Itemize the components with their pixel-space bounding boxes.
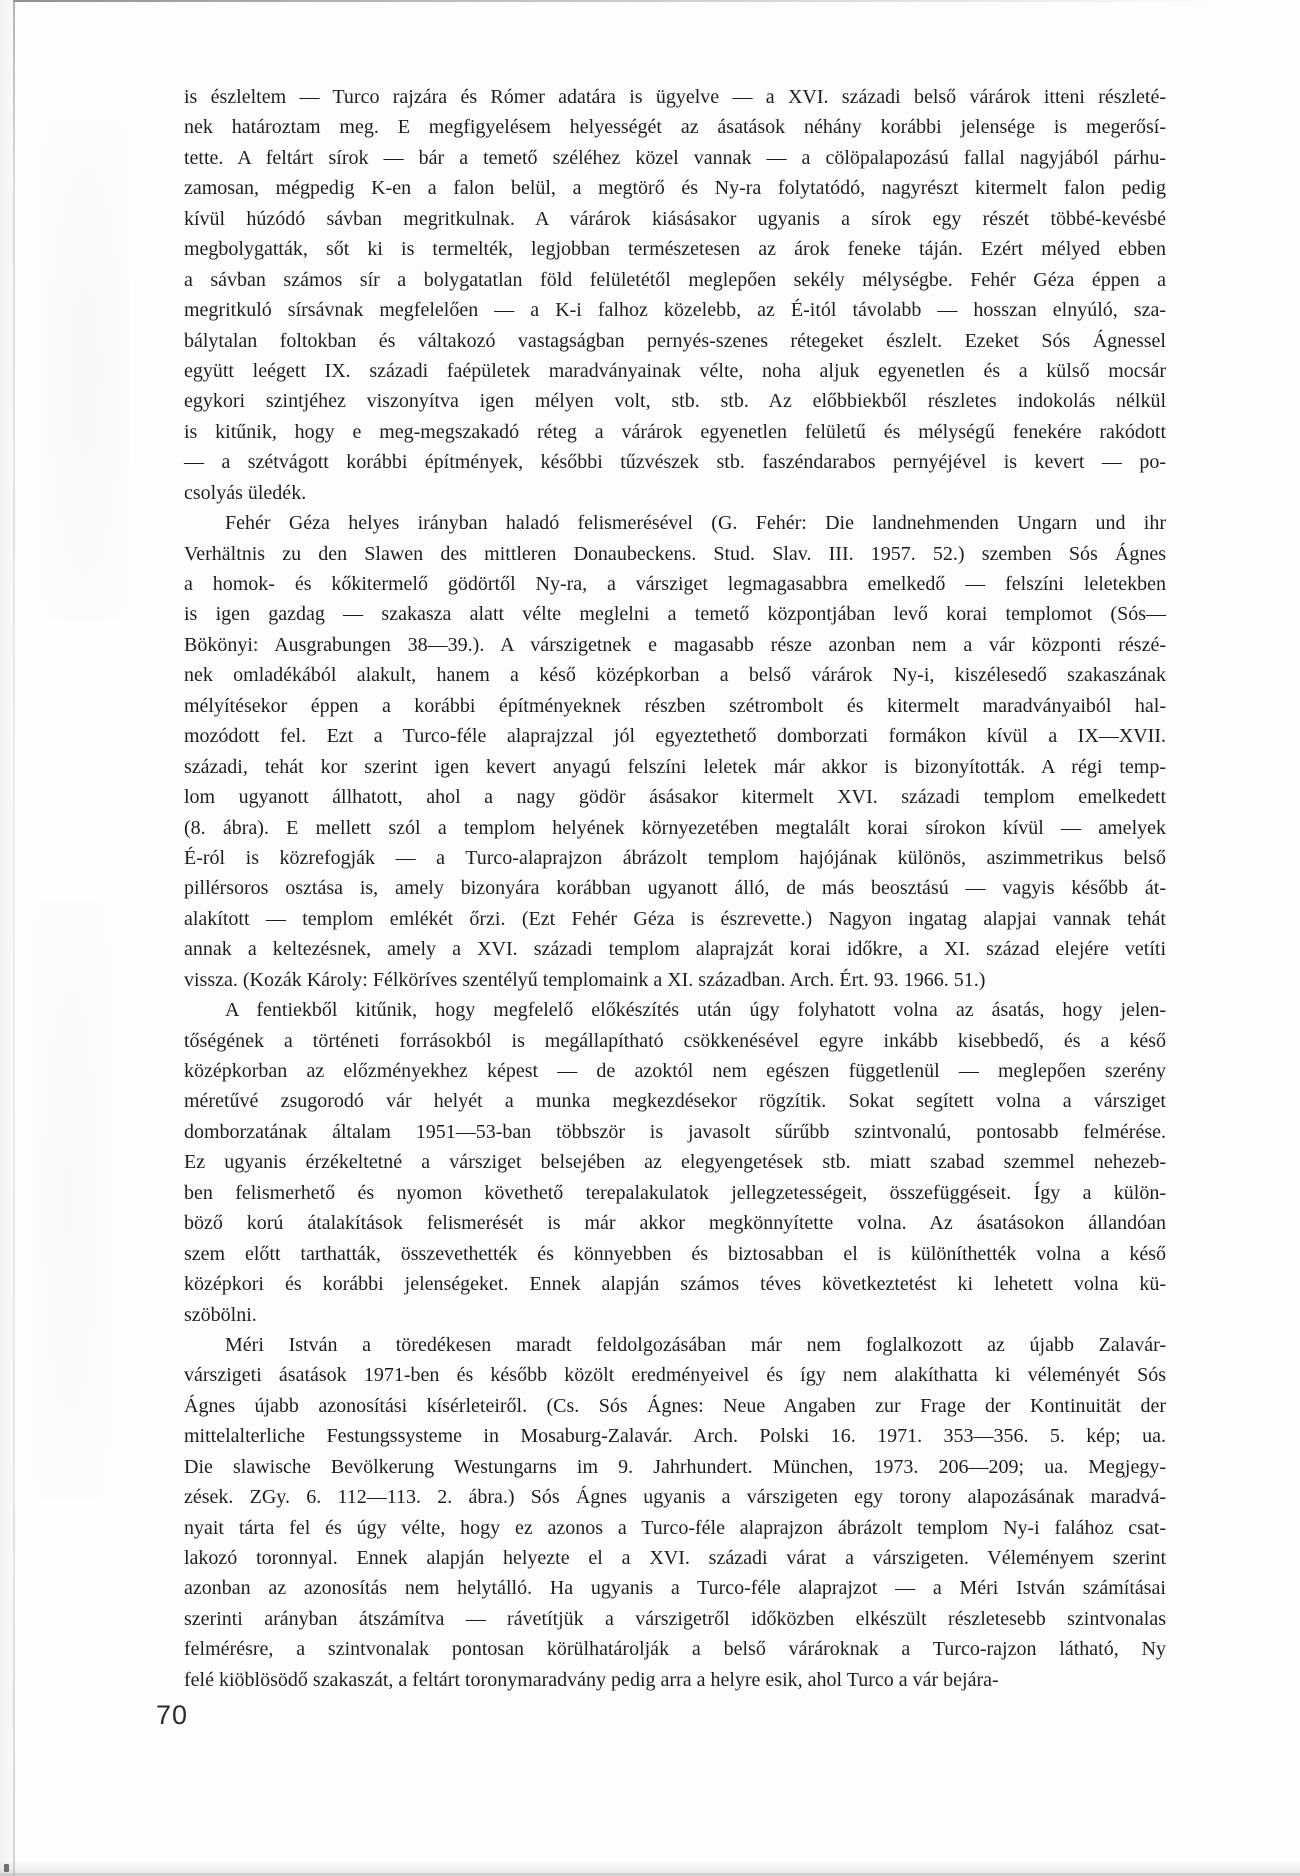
text-line: középkorban az előzményekhez képest — de azoktól nem egészen függetlenül — meglepően szerény bbox=[184, 1060, 1166, 1082]
text-line: megritkuló sírsávnak megfelelően — a K-i falhoz közelebb, az É-itól távolabb — hosszan elnyúló, sza- bbox=[184, 299, 1166, 322]
scan-smudge bbox=[30, 900, 110, 1500]
text-line: a sávban számos sír a bolygatatlan föld felületétől meglepően sekély mélységbe. Fehér Géza éppen a bbox=[184, 268, 1166, 291]
text-line: századi, tehát kor szerint igen kevert anyagú felszíni leletek már akkor is bizonyították. A régi temp- bbox=[184, 755, 1166, 778]
text-line: méretűvé zsugorodó vár helyét a munka megkezdésekor rögzítik. Sokat segített volna a vársziget bbox=[184, 1090, 1166, 1113]
scan-edge-top bbox=[0, 0, 1300, 2]
text-line: tőségének a történeti forrásokból is megállapítható csökkenésével egyre inkább kisebbedő, és a késő bbox=[184, 1029, 1166, 1052]
paragraph bbox=[184, 82, 1166, 508]
paragraph bbox=[184, 995, 1166, 1330]
text-line: felé kiöblösödő szakaszát, a feltárt toronymaradvány pedig arra a helyre esik, ahol Turco a vár bejára- bbox=[184, 1668, 999, 1691]
text-line: mozódott fel. Ezt a Turco-féle alaprajzzal jól egyeztethető domborzati formákon kívül a IX—XVII. bbox=[184, 725, 1166, 748]
text-line: (8. ábra). E mellett szól a templom helyének környezetében megtalált korai sírokon kívül — amelyek bbox=[184, 816, 1166, 839]
text-line: nyait tárta fel és úgy vélte, hogy ez azonos a Turco-féle alaprajzon ábrázolt templom Ny-i falához csat- bbox=[184, 1516, 1166, 1539]
text-line: alakított — templom emlékét őrzi. (Ezt Fehér Géza is észrevette.) Nagyon ingatag alapjai vannak tehát bbox=[184, 907, 1166, 930]
page-number: 70 bbox=[156, 1700, 189, 1730]
text-line: a homok- és kőkitermelő gödörtől Ny-ra, a vársziget legmagasabbra emelkedő — felszíni leletekben bbox=[184, 573, 1166, 595]
text-line: Verhältnis zu den Slawen des mittleren Donaubeckens. Stud. Slav. III. 1957. 52.) szemben Sós Ágnes bbox=[184, 542, 1166, 565]
text-line: pillérsoros osztása is, amely bizonyára korábban ugyanott álló, de más beosztású — vagyis később át- bbox=[184, 877, 1166, 900]
text-line: mittelalterliche Festungssysteme in Mosaburg-Zalavár. Arch. Polski 16. 1971. 353—356. 5. kép; ua. bbox=[184, 1425, 1166, 1448]
text-line: nek omladékából alakult, hanem a késő középkorban a belső várárok Ny-i, kiszélesedő szakaszának bbox=[184, 664, 1166, 687]
text-line: — a szétvágott korábbi építmények, későbbi tűzvészek stb. faszéndarabos pernyéjével is kevert — po- bbox=[184, 451, 1166, 474]
text-line: is igen gazdag — szakasza alatt vélte meglelni a temető központjában levő korai templomot (Sós— bbox=[184, 603, 1166, 626]
text-line: is észleltem — Turco rajzára és Rómer adatára is ügyelve — a XVI. századi belső várárok itteni részleté- bbox=[184, 86, 1166, 108]
text-line: vissza. (Kozák Károly: Félköríves szentélyű templomaink a XI. században. Arch. Ért. 93. 1966. 51.) bbox=[184, 968, 986, 991]
text-line: együtt leégett IX. századi faépületek maradványainak vélte, noha aljuk egyenetlen és a külső mocsár bbox=[184, 359, 1166, 382]
text-line: szöbölni. bbox=[184, 1303, 257, 1326]
text-line: azonban az azonosítás nem helytálló. Ha ugyanis a Turco-féle alaprajzot — a Méri István számításai bbox=[184, 1577, 1166, 1600]
text-line: is kitűnik, hogy e meg-megszakadó réteg a várárok egyenetlen felületű és mélységű fenekére rakódott bbox=[184, 420, 1166, 443]
text-line: bálytalan foltokban és váltakozó vastagságban pernyés-szenes rétegeket észlelt. Ezeket Sós Ágnessel bbox=[184, 329, 1166, 352]
text-line: tette. A feltárt sírok — bár a temető széléhez közel vannak — a cölöpalapozású fallal nagyjából párhu- bbox=[184, 146, 1166, 169]
text-line: Bökönyi: Ausgrabungen 38—39.). A várszigetnek e magasabb része azonban nem a vár központi részé- bbox=[184, 633, 1166, 656]
scan-edge-left-line bbox=[13, 0, 15, 1876]
text-line: Méri István a töredékesen maradt feldolgozásában már nem foglalkozott az újabb Zalavár- bbox=[225, 1333, 1166, 1356]
text-line: Die slawische Bevölkerung Westungarns im 9. Jahrhundert. München, 1973. 206—209; ua. Megjegy- bbox=[184, 1455, 1166, 1478]
text-line: megbolygatták, sőt ki is termelték, legjobban természetesen az árok feneke táján. Ezért mélyed ebben bbox=[184, 238, 1166, 261]
text-line: szerinti arányban átszámítva — rávetítjük a várszigetről időközben elkészült részletesebb szintvonalas bbox=[184, 1607, 1166, 1630]
text-line: annak a keltezésnek, amely a XVI. századi templom alaprajzát korai időkre, a XI. század elejére vetíti bbox=[184, 938, 1166, 961]
text-line: Ágnes újabb azonosítási kísérleteiről. (Cs. Sós Ágnes: Neue Angaben zur Frage der Kontinuität der bbox=[184, 1394, 1166, 1417]
scan-smudge bbox=[40, 120, 130, 620]
text-line: csolyás üledék. bbox=[184, 481, 307, 504]
text-line: középkori és korábbi jelenségeket. Ennek alapján számos téves következtetést ki lehetett volna kü- bbox=[184, 1273, 1166, 1296]
text-line: egykori szintjéhez viszonyítva igen mélyen volt, stb. stb. Az előbbiekből részletes indokolás nélkül bbox=[184, 390, 1166, 413]
scan-edge-left bbox=[0, 0, 13, 1876]
text-line: várszigeti ásatások 1971-ben és később közölt eredményeivel és így nem alakíthatta ki véleményét Sós bbox=[184, 1364, 1166, 1387]
paragraph bbox=[184, 1330, 1166, 1695]
text-line: Fehér Géza helyes irányban haladó felismerésével (G. Fehér: Die landnehmenden Ungarn und ihr bbox=[225, 512, 1166, 535]
text-line: zamosan, mégpedig K-en a falon belül, a megtörő és Ny-ra folytatódó, nagyrészt kitermelt falon pedig bbox=[184, 177, 1166, 200]
text-line: lom ugyanott állhatott, ahol a nagy gödör ásásakor kitermelt XVI. századi templom emelkedett bbox=[184, 786, 1166, 809]
text-line: lakozó toronnyal. Ennek alapján helyezte el a XVI. századi várat a várszigeten. Véleményem szerint bbox=[184, 1547, 1166, 1569]
text-line: A fentiekből kitűnik, hogy megfelelő előkészítés után úgy folyhatott volna az ásatás, hogy jelen- bbox=[225, 999, 1166, 1022]
body-text bbox=[184, 82, 1166, 1695]
text-line: ben felismerhető és nyomon követhető terepalakulatok jellegzetességeit, összefüggéseit. Így a külön- bbox=[184, 1181, 1166, 1204]
scan-speck bbox=[4, 1864, 9, 1872]
text-line: szem előtt tarthatták, összevethették és könnyebben és biztosabban el is különíthették volna a késő bbox=[184, 1242, 1166, 1265]
text-line: zések. ZGy. 6. 112—113. 2. ábra.) Sós Ágnes ugyanis a várszigeten egy torony alapozásának maradvá- bbox=[184, 1486, 1166, 1509]
text-line: nek határoztam meg. E megfigyelésem helyességét az ásatások néhány korábbi jelensége is megerősí- bbox=[184, 116, 1166, 139]
text-line: mélyítésekor éppen a korábbi építményeknek részben szétrombolt és kitermelt maradványaiból hal- bbox=[184, 694, 1166, 717]
text-line: felmérésre, a szintvonalak pontosan körülhatárolják a belső várároknak a Turco-rajzon látható, Ny bbox=[184, 1638, 1166, 1661]
text-line: kívül húzódó sávban megritkulnak. A várárok kiásásakor ugyanis a sírok egy részét többé-kevésbé bbox=[184, 207, 1166, 230]
text-line: É-ról is közrefogják — a Turco-alaprajzon ábrázolt templom hajójának különös, aszimmetrikus belső bbox=[184, 846, 1166, 869]
text-line: Ez ugyanis érzékeltetné a vársziget belsejében az elegyengetések stb. miatt szabad szemmel nehezeb- bbox=[184, 1151, 1166, 1174]
paragraph bbox=[184, 508, 1166, 995]
text-line: domborzatának általam 1951—53-ban többször is javasolt sűrűbb szintvonalú, pontosabb felmérése. bbox=[184, 1120, 1166, 1143]
text-line: böző korú átalakítások felismerését is már akkor megkönnyítette volna. Az ásatásokon állandóan bbox=[184, 1212, 1166, 1235]
